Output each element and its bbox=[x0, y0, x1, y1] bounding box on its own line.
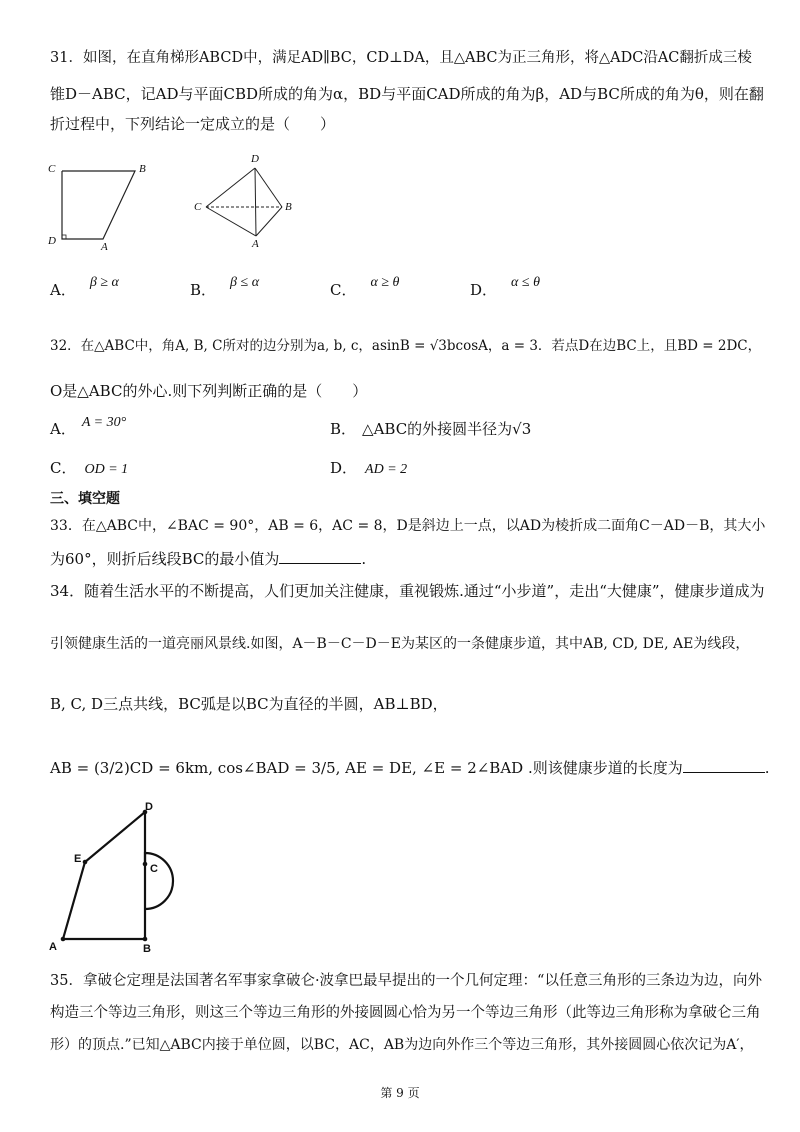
q31-option-d[interactable] bbox=[470, 275, 540, 303]
tetrahedron-figure bbox=[190, 150, 310, 250]
fig2-label-c: C bbox=[194, 201, 202, 213]
q34-line-3: B, C, D三点共线，BC弧是以BC为直径的半圆，AB⊥BD， bbox=[50, 695, 448, 713]
fig1-label-a: A bbox=[101, 241, 108, 253]
page-number: 第 9 页 bbox=[380, 1086, 420, 1100]
q31-line-1: 31．如图，在直角梯形ABCD中，满足AD∥BC，CD⊥DA，且△ABC为正三角形，将△ADC沿AC翻折成三棱 bbox=[50, 50, 752, 66]
q34-line-2: 引领健康生活的一道亮丽风景线.如图，A－B－C－D－E为某区的一条健康步道，其中AB, CD, DE, AE为线段， bbox=[50, 636, 750, 652]
q32-option-b[interactable] bbox=[330, 418, 532, 440]
fig1-label-b: B bbox=[139, 163, 146, 175]
q31-line-3: 折过程中，下列结论一定成立的是（ ） bbox=[50, 115, 336, 133]
q32-option-a-text: A = 30° bbox=[81, 415, 127, 430]
q33-line-2-end: . bbox=[361, 550, 367, 568]
q32-option-c-letter: C． bbox=[50, 459, 77, 477]
fig2-label-b: B bbox=[285, 201, 292, 213]
q34-answer-blank[interactable] bbox=[683, 758, 765, 773]
q32-option-d[interactable] bbox=[330, 457, 408, 481]
q35-line-2: 构造三个等边三角形，则这三个等边三角形的外接圆圆心恰为另一个等边三角形（此等边三角形称为拿破仑三角 bbox=[50, 1005, 761, 1021]
fig2-label-a: A bbox=[252, 238, 259, 250]
walking-path-figure bbox=[45, 800, 205, 960]
path-label-a: A bbox=[49, 941, 57, 953]
q33-line-2-text: 为60°，则折后线段BC的最小值为 bbox=[50, 550, 280, 568]
q35-line-1: 35．拿破仑定理是法国著名军事家拿破仑·波拿巴最早提出的一个几何定理：“以任意三角形的三条边为边，向外 bbox=[50, 973, 762, 989]
q32-option-c[interactable] bbox=[50, 457, 129, 481]
q32-option-a-letter: A． bbox=[50, 420, 76, 438]
q31-option-d-text: α ≤ θ bbox=[511, 275, 540, 290]
q32-line-1: 32．在△ABC中，角A, B, C所对的边分别为a, b, c，asinB = √3bcosA，a = 3．若点D在边BC上，且BD = 2DC， bbox=[50, 338, 762, 354]
q34-line-4-end: . bbox=[764, 759, 770, 777]
q33-answer-blank[interactable] bbox=[279, 549, 361, 564]
fig2-label-d: D bbox=[251, 153, 259, 165]
q33-line-2 bbox=[50, 548, 366, 570]
q35-line-3: 形）的顶点.”已知△ABC内接于单位圆，以BC，AC，AB为边向外作三个等边三角形，其外接圆圆心依次记为A′， bbox=[50, 1037, 754, 1053]
q31-option-a-letter: A． bbox=[50, 281, 76, 299]
q31-option-b-text: β ≤ α bbox=[230, 275, 260, 290]
section-title: 三、填空题 bbox=[50, 491, 120, 507]
path-label-b: B bbox=[143, 943, 151, 955]
q31-option-a[interactable] bbox=[50, 275, 119, 303]
path-label-c: C bbox=[150, 863, 158, 875]
q32-option-b-letter: B． bbox=[330, 420, 357, 438]
q31-option-a-text: β ≥ α bbox=[89, 275, 119, 290]
q31-option-d-letter: D． bbox=[470, 281, 498, 299]
q34-line-4 bbox=[50, 757, 770, 779]
q31-option-c[interactable] bbox=[330, 275, 400, 303]
q32-option-b-text: △ABC的外接圆半径为√3 bbox=[362, 420, 532, 438]
q32-line-2: O是△ABC的外心.则下列判断正确的是（ ） bbox=[50, 382, 368, 400]
fig1-label-d: D bbox=[48, 235, 56, 247]
q33-line-1: 33．在△ABC中，∠BAC = 90°，AB = 6，AC = 8，D是斜边上一点，以AD为棱折成二面角C－AD－B，其大小 bbox=[50, 518, 766, 534]
q31-option-c-text: α ≥ θ bbox=[370, 275, 400, 290]
q32-option-a[interactable] bbox=[50, 415, 127, 442]
fig1-label-c: C bbox=[48, 163, 56, 175]
q31-option-c-letter: C． bbox=[330, 281, 357, 299]
q32-option-c-text: OD = 1 bbox=[84, 462, 129, 477]
path-label-d: D bbox=[145, 801, 153, 813]
path-label-e: E bbox=[74, 853, 82, 865]
q32-option-d-letter: D． bbox=[330, 459, 358, 477]
q31-line-2: 锥D－ABC，记AD与平面CBD所成的角为α，BD与平面CAD所成的角为β，AD与BC所成的角为θ，则在翻 bbox=[50, 85, 764, 103]
q34-line-4-text: AB = (3/2)CD = 6km, cos∠BAD = 3/5, AE = DE, ∠E = 2∠BAD .则该健康步道的长度为 bbox=[50, 759, 683, 777]
q34-line-1: 34．随着生活水平的不断提高，人们更加关注健康，重视锻炼.通过“小步道”，走出“大健康”，健康步道成为 bbox=[50, 582, 765, 600]
q31-option-b[interactable] bbox=[190, 275, 260, 303]
q31-option-b-letter: B． bbox=[190, 281, 217, 299]
trapezoid-figure bbox=[45, 158, 155, 253]
q32-option-d-text: AD = 2 bbox=[365, 462, 408, 477]
